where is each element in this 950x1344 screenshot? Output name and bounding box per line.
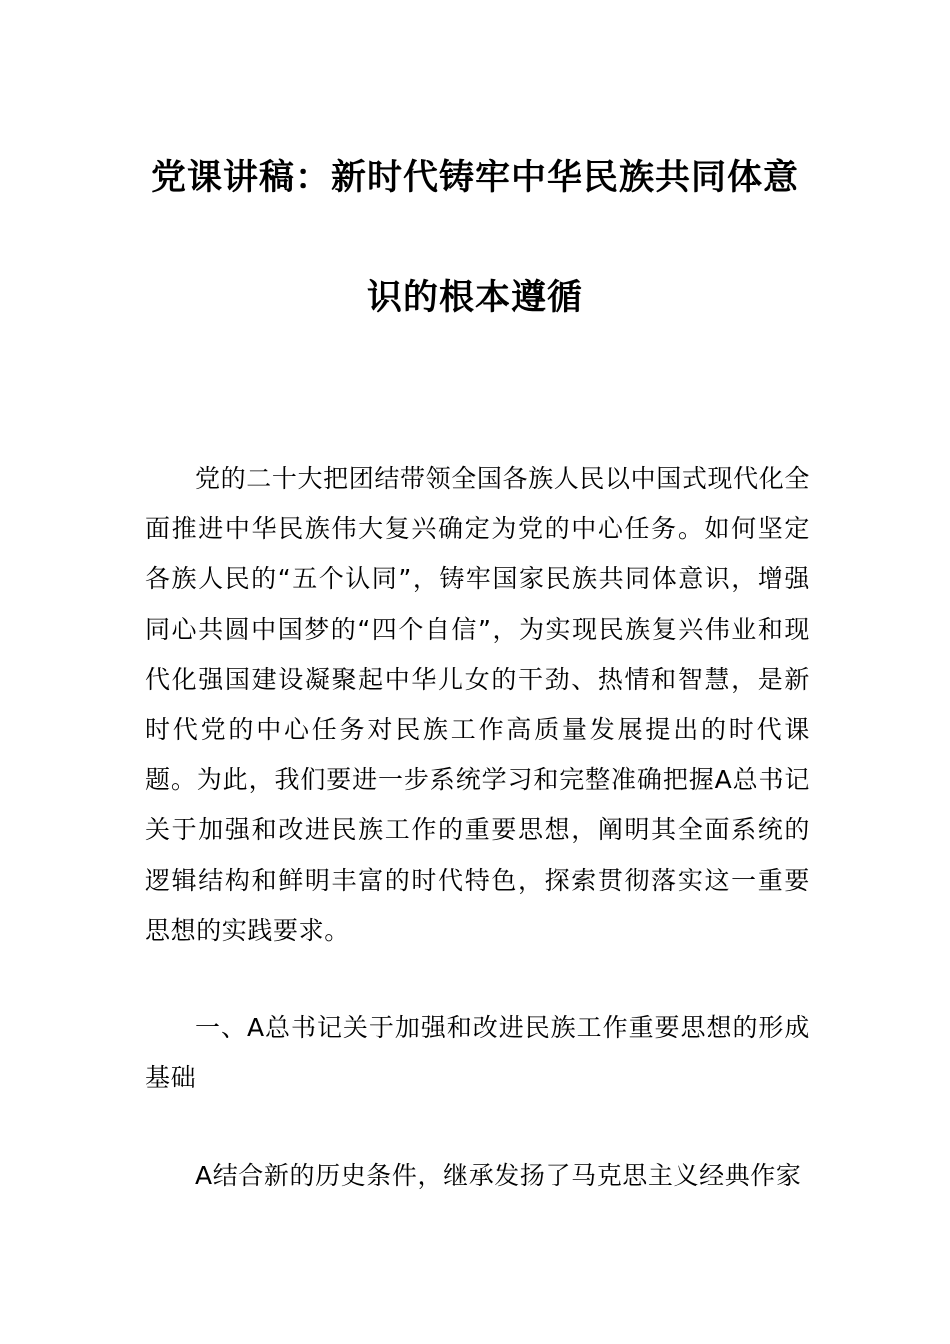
document-title-line-2: 识的根本遵循	[366, 278, 583, 318]
body-paragraph-section-1: A结合新的历史条件，继承发扬了马克思主义经典作家	[195, 1161, 802, 1190]
document-title-line-1: 党课讲稿：新时代铸牢中华民族共同体意	[150, 158, 799, 198]
body-paragraph-intro: 党的二十大把团结带领全国各族人民以中国式现代化全面推进中华民族伟大复兴确定为党的中心任务。如何坚定各族人民的“五个认同”，铸牢国家民族共同体意识，增强同心共圆中国梦的“四个自信”，为实现民族复兴伟业和现代化强国建设凝聚起中华儿女的干劲、热情和智慧，是新时代党的中心任务对民族工作高质量发展提出的时代课题。为此，我们要进一步系统学习和完整准确把握A总书记关于加强和改进民族工作的重要思想，阐明其全面系统的逻辑结构和鲜明丰富的时代特色，探索贯彻落实这一重要思想的实践要求。	[145, 464, 810, 945]
section-heading-1: 一、A总书记关于加强和改进民族工作重要思想的形成基础	[145, 1013, 810, 1093]
